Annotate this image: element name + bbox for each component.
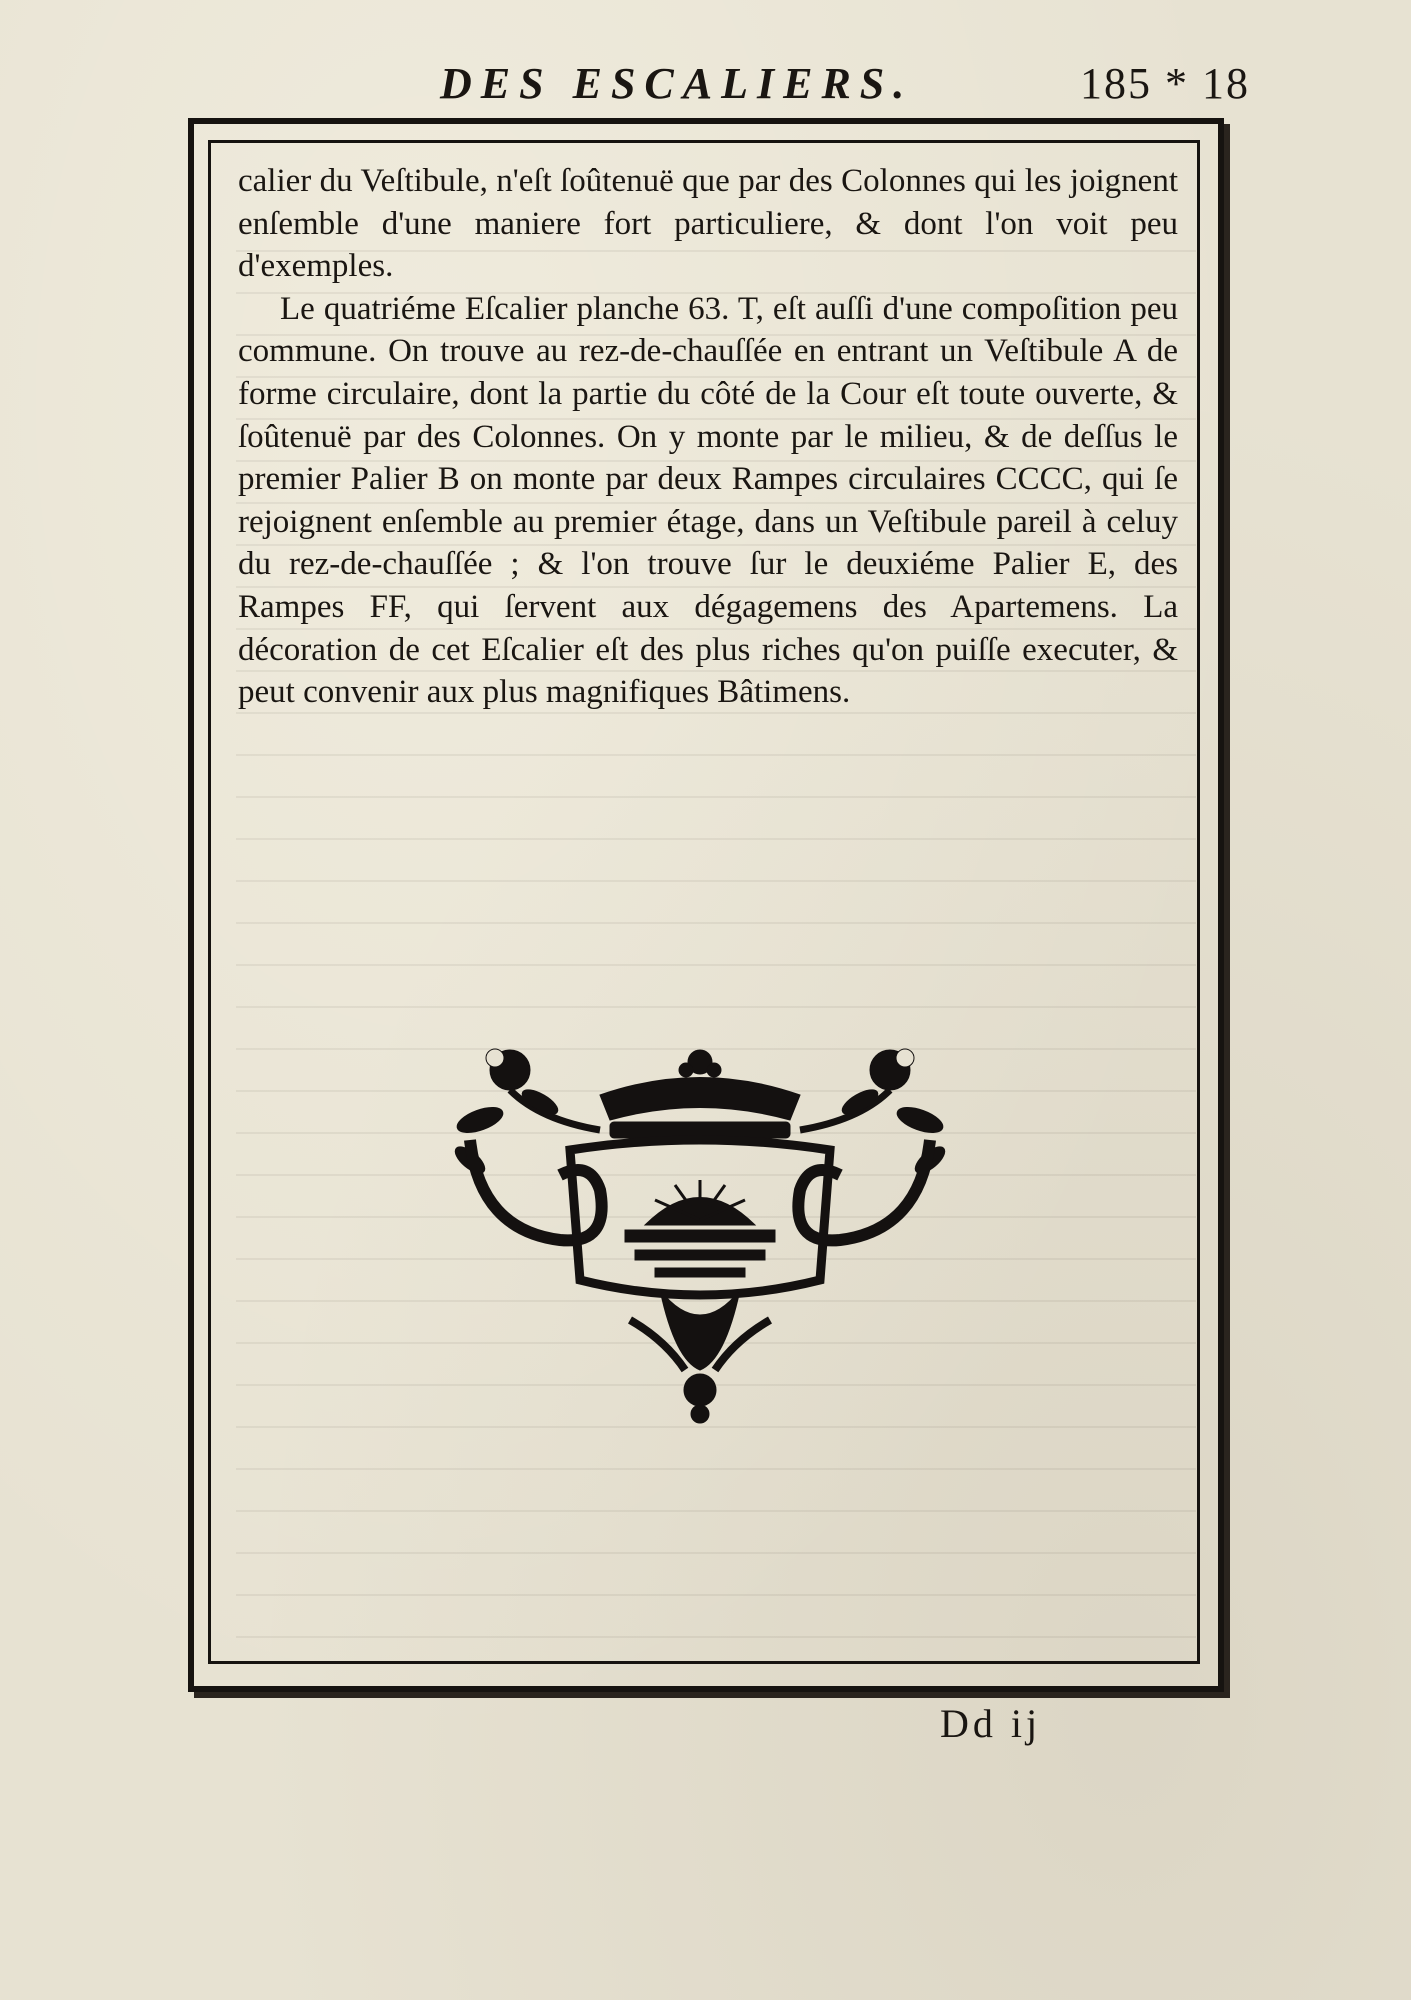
paragraph: Le quatriéme Eſcalier planche 63. T, eſt auſſi d'une compoſition peu commune. On trouve au rez-de-chauſſée en entrant un Veſtibule A de forme circulaire, dont la partie du côté de la Cour eſt toute ouverte, & ſoûtenuë par des Colonnes. On y monte par le milieu, & de deſſus le premier Palier B on monte par deux Rampes circulaires CCCC, qui ſe rejoignent enſemble au premier étage, dans un Veſtibule pareil à celuy du rez-de-chauſſée ; & l'on trouve ſur le deuxiéme Palier E, des Rampes FF, qui ſervent aux dégagemens des Apartemens. La décoration de cet Eſcalier eſt des plus riches qu'on puiſſe executer, & peut convenir aux plus magnifiques Bâtimens. [238, 290, 1178, 711]
body-text [238, 160, 1178, 714]
signature-mark: Dd ij [940, 1701, 1042, 1746]
paragraph: calier du Veſtibule, n'eſt ſoûtenuë que par des Colonnes qui les joignent enſemble d'une maniere fort particuliere, & dont l'on voit peu d'exemples. [238, 163, 1178, 285]
page-number: 185 * 18 [1080, 59, 1250, 108]
running-head: DES ESCALIERS. [440, 59, 914, 108]
cartouche-ornament-icon [450, 1040, 950, 1425]
